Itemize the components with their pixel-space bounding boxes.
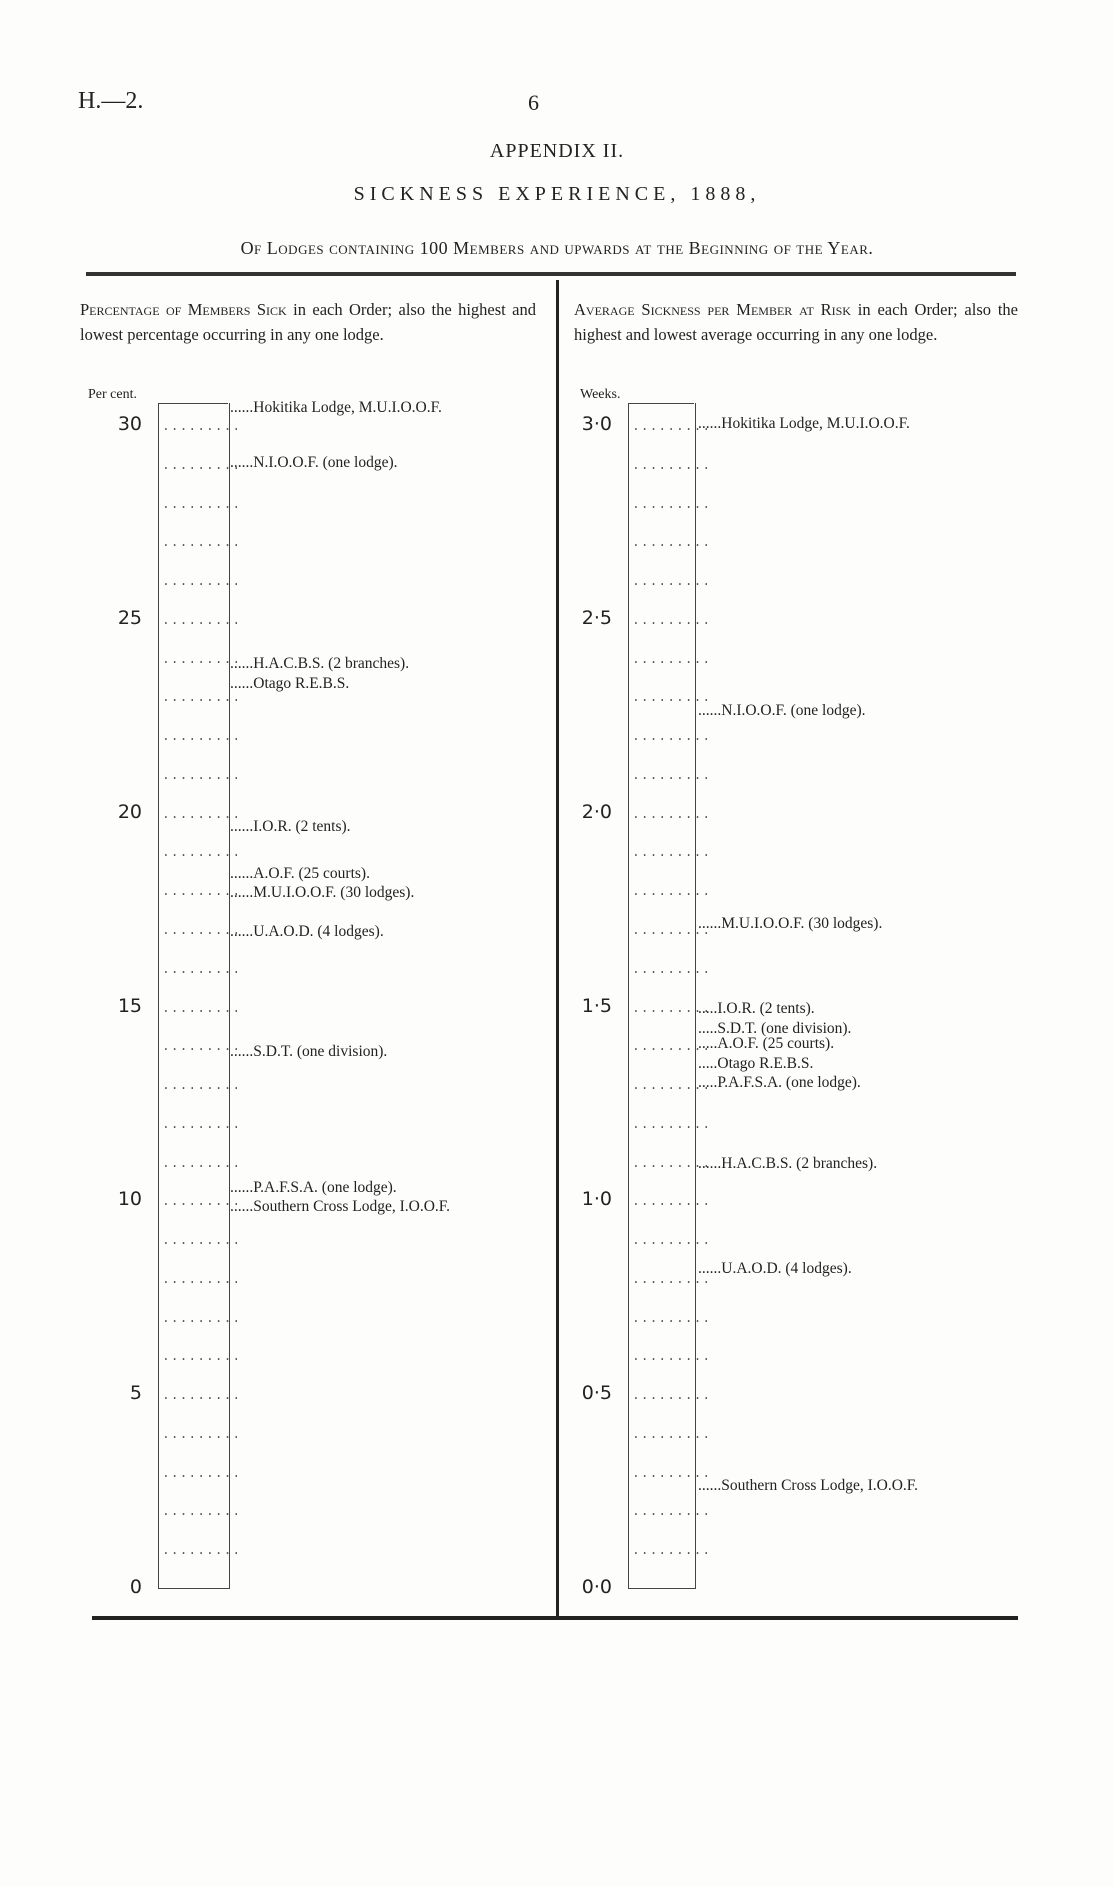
right-scale-rung: ......... <box>632 1543 712 1559</box>
left-scale-rung: ......... <box>162 457 242 473</box>
left-scale-rung: ......... <box>162 690 242 706</box>
left-tick-label: 30 <box>117 413 142 435</box>
top-rule <box>86 272 1016 276</box>
right-scale-rung: ......... <box>632 1000 712 1016</box>
left-scale-rung: ......... <box>162 729 242 745</box>
left-scale-rung: ......... <box>162 1543 242 1559</box>
left-annotation-label: ......Hokitika Lodge, M.U.I.O.O.F. <box>230 399 442 417</box>
right-scale-rung: ......... <box>632 535 712 551</box>
right-scale-rung: ......... <box>632 1504 712 1520</box>
right-unit-label: Weeks. <box>580 387 621 402</box>
left-scale-rung: ......... <box>162 1349 242 1365</box>
left-scale-rung: ......... <box>162 535 242 551</box>
right-scale-rung: ......... <box>632 1310 712 1326</box>
appendix-title: APPENDIX II. <box>489 140 625 162</box>
left-annotation-label: ......A.O.F. (25 courts). <box>230 864 370 882</box>
left-scale-rung: ......... <box>162 1000 242 1016</box>
right-scale-rung: ......... <box>632 884 712 900</box>
right-scale-rung: ......... <box>632 1194 712 1210</box>
right-scale-rung: ......... <box>632 845 712 861</box>
main-title: SICKNESS EXPERIENCE, 1888, <box>353 183 761 205</box>
right-scale-rung: ......... <box>632 690 712 706</box>
left-scale-rung: ......... <box>162 1078 242 1094</box>
right-scale-rung: ......... <box>632 1349 712 1365</box>
right-tick-label: 0·0 <box>581 1576 612 1598</box>
left-annotation-label: ......M.U.I.O.O.F. (30 lodges). <box>230 884 415 902</box>
right-annotation-label: ......M.U.I.O.O.F. (30 lodges). <box>698 915 883 933</box>
left-scale-rung: ......... <box>162 574 242 590</box>
right-annotation-label: ......H.A.C.B.S. (2 branches). <box>698 1155 878 1173</box>
left-unit-label: Per cent. <box>88 387 137 402</box>
left-annotation-label: ......I.O.R. (2 tents). <box>230 818 351 836</box>
bottom-rule <box>92 1616 1018 1620</box>
right-annotation-label: ......U.A.O.D. (4 lodges). <box>698 1260 852 1278</box>
right-description-heading: Average Sickness per Member at Risk <box>574 300 851 319</box>
left-description-text: in each Order; also the highest and lowest percentage occurring in any one lodge. <box>80 300 536 344</box>
right-scale-rung: ......... <box>632 1465 712 1481</box>
left-tick-label: 5 <box>129 1382 142 1405</box>
right-tick-label: 1·0 <box>581 1188 612 1211</box>
right-scale-rung: ......... <box>632 1426 712 1442</box>
left-scale-rung: ......... <box>162 1465 242 1481</box>
left-scale-rung: ......... <box>162 1310 242 1326</box>
right-tick-label: 1·5 <box>581 994 612 1017</box>
right-scale-rung: ......... <box>632 961 712 977</box>
document-reference: H.—2. <box>78 88 144 114</box>
right-scale-rung: ......... <box>632 496 712 512</box>
left-scale-rung: ......... <box>162 961 242 977</box>
right-tick-label: 3·0 <box>581 413 612 435</box>
right-scale-rung: ......... <box>632 1078 712 1094</box>
right-scale-rung: ......... <box>632 1116 712 1132</box>
right-scale-rung: ......... <box>632 612 712 628</box>
left-scale-rung: ......... <box>162 612 242 628</box>
right-annotation-label: .....P.A.F.S.A. (one lodge). <box>698 1074 861 1092</box>
left-scale-rung: ......... <box>162 1194 242 1210</box>
right-annotation-label: ......Southern Cross Lodge, I.O.O.F. <box>698 1477 919 1495</box>
right-scale-rung: ......... <box>632 1271 712 1287</box>
right-scale-rung: ......... <box>632 1155 712 1171</box>
right-description-text: in each Order; also the highest and lowest average occurring in any one lodge. <box>574 300 1018 344</box>
column-divider <box>556 280 559 1616</box>
right-panel-description <box>574 297 1018 347</box>
right-scale-rung: ......... <box>632 922 712 938</box>
left-scale-rung: ......... <box>162 1233 242 1249</box>
left-scale-rung: ......... <box>162 806 242 822</box>
left-panel-description <box>80 297 536 347</box>
right-tick-label: 2·5 <box>581 606 612 629</box>
left-scale-rung: ......... <box>162 419 242 434</box>
left-scale-rung: ......... <box>162 884 242 900</box>
left-tick-label: 10 <box>117 1188 142 1211</box>
right-scale-rung: ......... <box>632 729 712 745</box>
left-tick-label: 0 <box>129 1576 142 1598</box>
right-annotation-label: .....I.O.R. (2 tents). <box>698 1000 815 1018</box>
right-tick-label: 2·0 <box>581 800 612 823</box>
right-scale-rung: ......... <box>632 1039 712 1055</box>
right-scale-rung: ......... <box>632 419 712 434</box>
left-scale-rung: ......... <box>162 1271 242 1287</box>
subtitle: Of Lodges containing 100 Members and upwards at the Beginning of the Year. <box>240 238 874 258</box>
left-annotation-label: ......H.A.C.B.S. (2 branches). <box>230 655 410 673</box>
left-annotation-label: ......Otago R.E.B.S. <box>230 674 350 692</box>
right-scale-rung: ......... <box>632 767 712 783</box>
left-annotation-label: ......S.D.T. (one division). <box>230 1043 388 1061</box>
right-annotation-label: .....S.D.T. (one division). <box>698 1019 852 1037</box>
left-annotation-label: ......U.A.O.D. (4 lodges). <box>230 922 384 940</box>
left-scale-rung: ......... <box>162 922 242 938</box>
left-scale-rung: ......... <box>162 767 242 783</box>
left-scale-rung: ......... <box>162 1388 242 1404</box>
left-scale-rung: ......... <box>162 1039 242 1055</box>
left-description-heading: Percentage of Members Sick <box>80 300 287 319</box>
right-annotation-label: .....A.O.F. (25 courts). <box>698 1035 835 1053</box>
left-scale-rung: ......... <box>162 1504 242 1520</box>
right-tick-label: 0·5 <box>581 1382 612 1405</box>
right-annotation-label: .....Otago R.E.B.S. <box>698 1054 814 1072</box>
left-annotation-label: ......N.I.O.O.F. (one lodge). <box>230 453 398 471</box>
right-scale-rung: ......... <box>632 806 712 822</box>
left-scale-rung: ......... <box>162 1426 242 1442</box>
left-scale-rung: ......... <box>162 845 242 861</box>
left-annotation-label: ......P.A.F.S.A. (one lodge). <box>230 1178 397 1196</box>
left-tick-label: 25 <box>117 606 142 629</box>
left-scale-rung: ......... <box>162 1155 242 1171</box>
left-tick-label: 20 <box>117 800 142 823</box>
right-scale-rung: ......... <box>632 651 712 667</box>
left-annotation-label: ......Southern Cross Lodge, I.O.O.F. <box>230 1198 451 1216</box>
right-scale-rung: ......... <box>632 1388 712 1404</box>
left-scale-rung: ......... <box>162 496 242 512</box>
right-scale-rung: ......... <box>632 574 712 590</box>
page-number: 6 <box>528 90 539 115</box>
right-annotation-label: ......N.I.O.O.F. (one lodge). <box>698 701 866 719</box>
right-annotation-label: ......Hokitika Lodge, M.U.I.O.O.F. <box>698 415 910 432</box>
right-scale-rung: ......... <box>632 457 712 473</box>
left-tick-label: 15 <box>117 994 142 1017</box>
left-scale-rung: ......... <box>162 1116 242 1132</box>
right-scale-rung: ......... <box>632 1233 712 1249</box>
left-scale-rung: ......... <box>162 651 242 667</box>
